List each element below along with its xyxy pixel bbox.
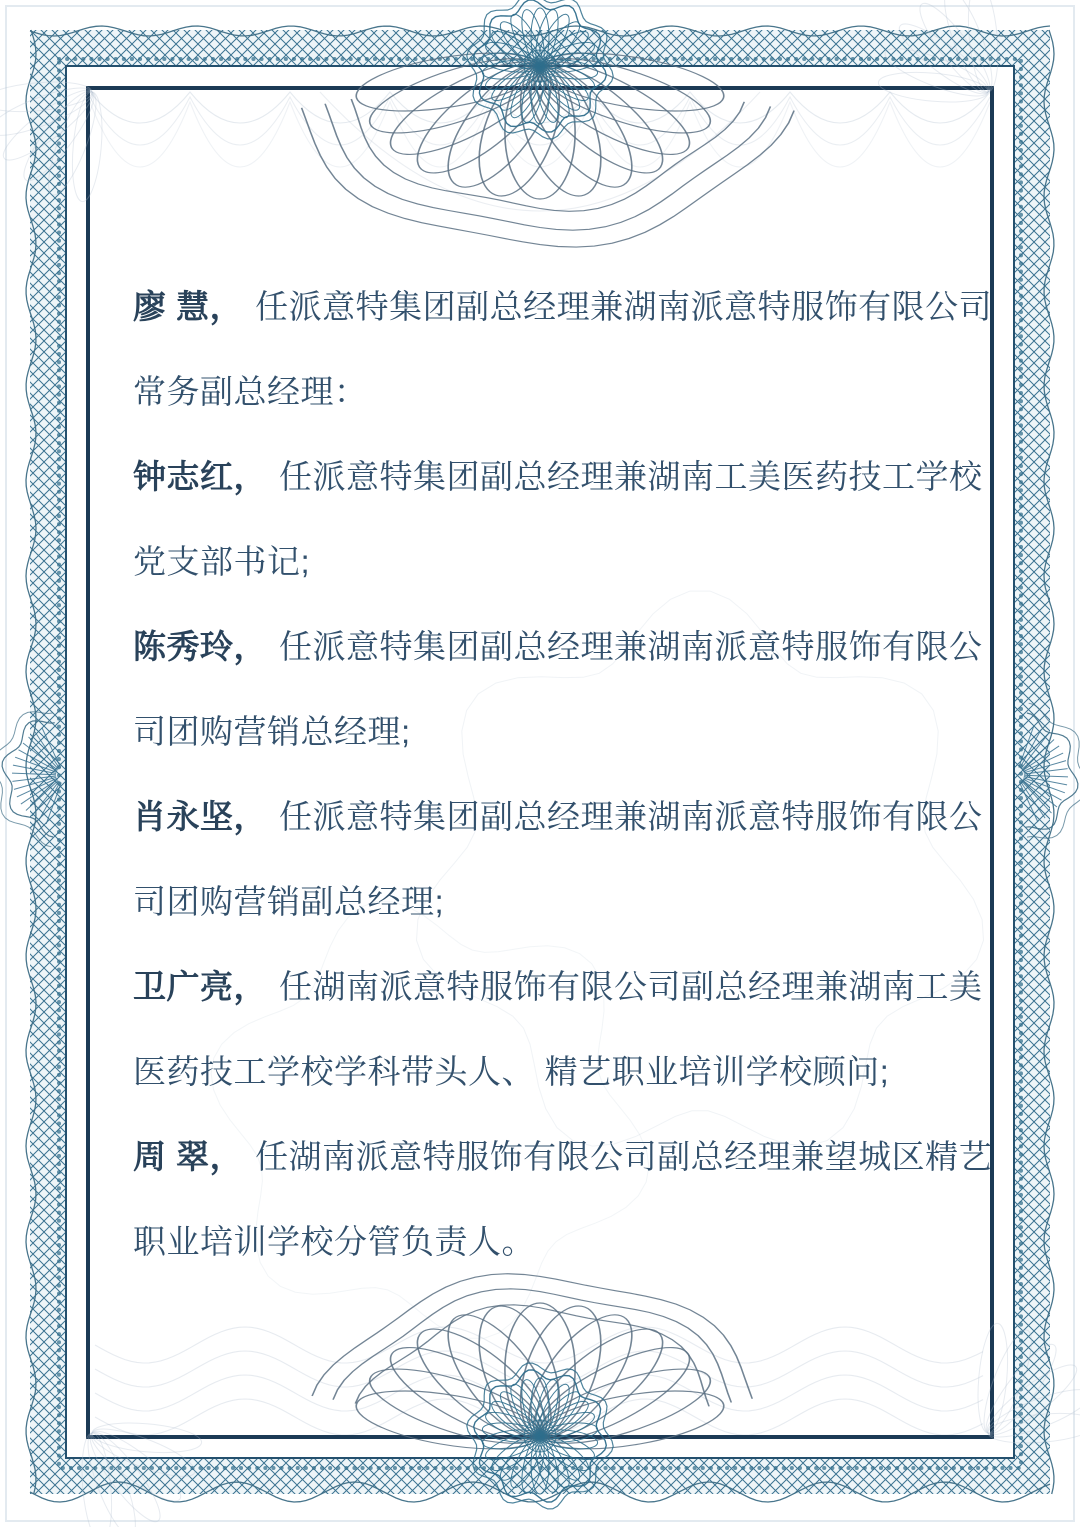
appointment-text: 任湖南派意特服饰有限公司副总经理兼湖南工美 — [279, 968, 983, 1005]
appointment-line — [133, 432, 983, 517]
person-name: 钟志红， — [133, 458, 267, 495]
appointment-text: 任湖南派意特服饰有限公司副总经理兼望城区精艺 — [255, 1138, 993, 1175]
person-name: 周 翠， — [133, 1138, 244, 1175]
person-name: 卫广亮， — [133, 968, 267, 1005]
appointment-text: 职业培训学校分管负责人。 — [133, 1223, 535, 1260]
appointment-text: 司团购营销总经理; — [133, 713, 411, 750]
person-name: 陈秀玲， — [133, 628, 267, 665]
appointment-line — [133, 942, 983, 1027]
appointment-text-block — [133, 262, 993, 1282]
appointment-text: 任派意特集团副总经理兼湖南工美医药技工学校 — [279, 458, 983, 495]
appointment-text: 常务副总经理： — [133, 373, 368, 410]
appointment-text: 任派意特集团副总经理兼湖南派意特服饰有限公司 — [255, 288, 993, 325]
appointment-line — [133, 347, 979, 432]
appointment-line — [133, 1197, 979, 1282]
appointment-text: 医药技工学校学科带头人、 精艺职业培训学校顾问; — [133, 1053, 890, 1090]
appointment-text: 任派意特集团副总经理兼湖南派意特服饰有限公 — [279, 628, 983, 665]
person-name: 肖永坚， — [133, 798, 267, 835]
appointment-line — [133, 602, 983, 687]
appointment-text: 任派意特集团副总经理兼湖南派意特服饰有限公 — [279, 798, 983, 835]
appointment-line — [133, 262, 993, 347]
person-name: 廖 慧， — [133, 288, 244, 325]
appointment-line — [133, 687, 979, 772]
appointment-text: 党支部书记; — [133, 543, 311, 580]
appointment-text: 司团购营销副总经理; — [133, 883, 445, 920]
appointment-line — [133, 1027, 979, 1112]
appointment-line — [133, 1112, 993, 1197]
appointment-line — [133, 517, 979, 602]
appointment-line — [133, 772, 983, 857]
appointment-line — [133, 857, 979, 942]
